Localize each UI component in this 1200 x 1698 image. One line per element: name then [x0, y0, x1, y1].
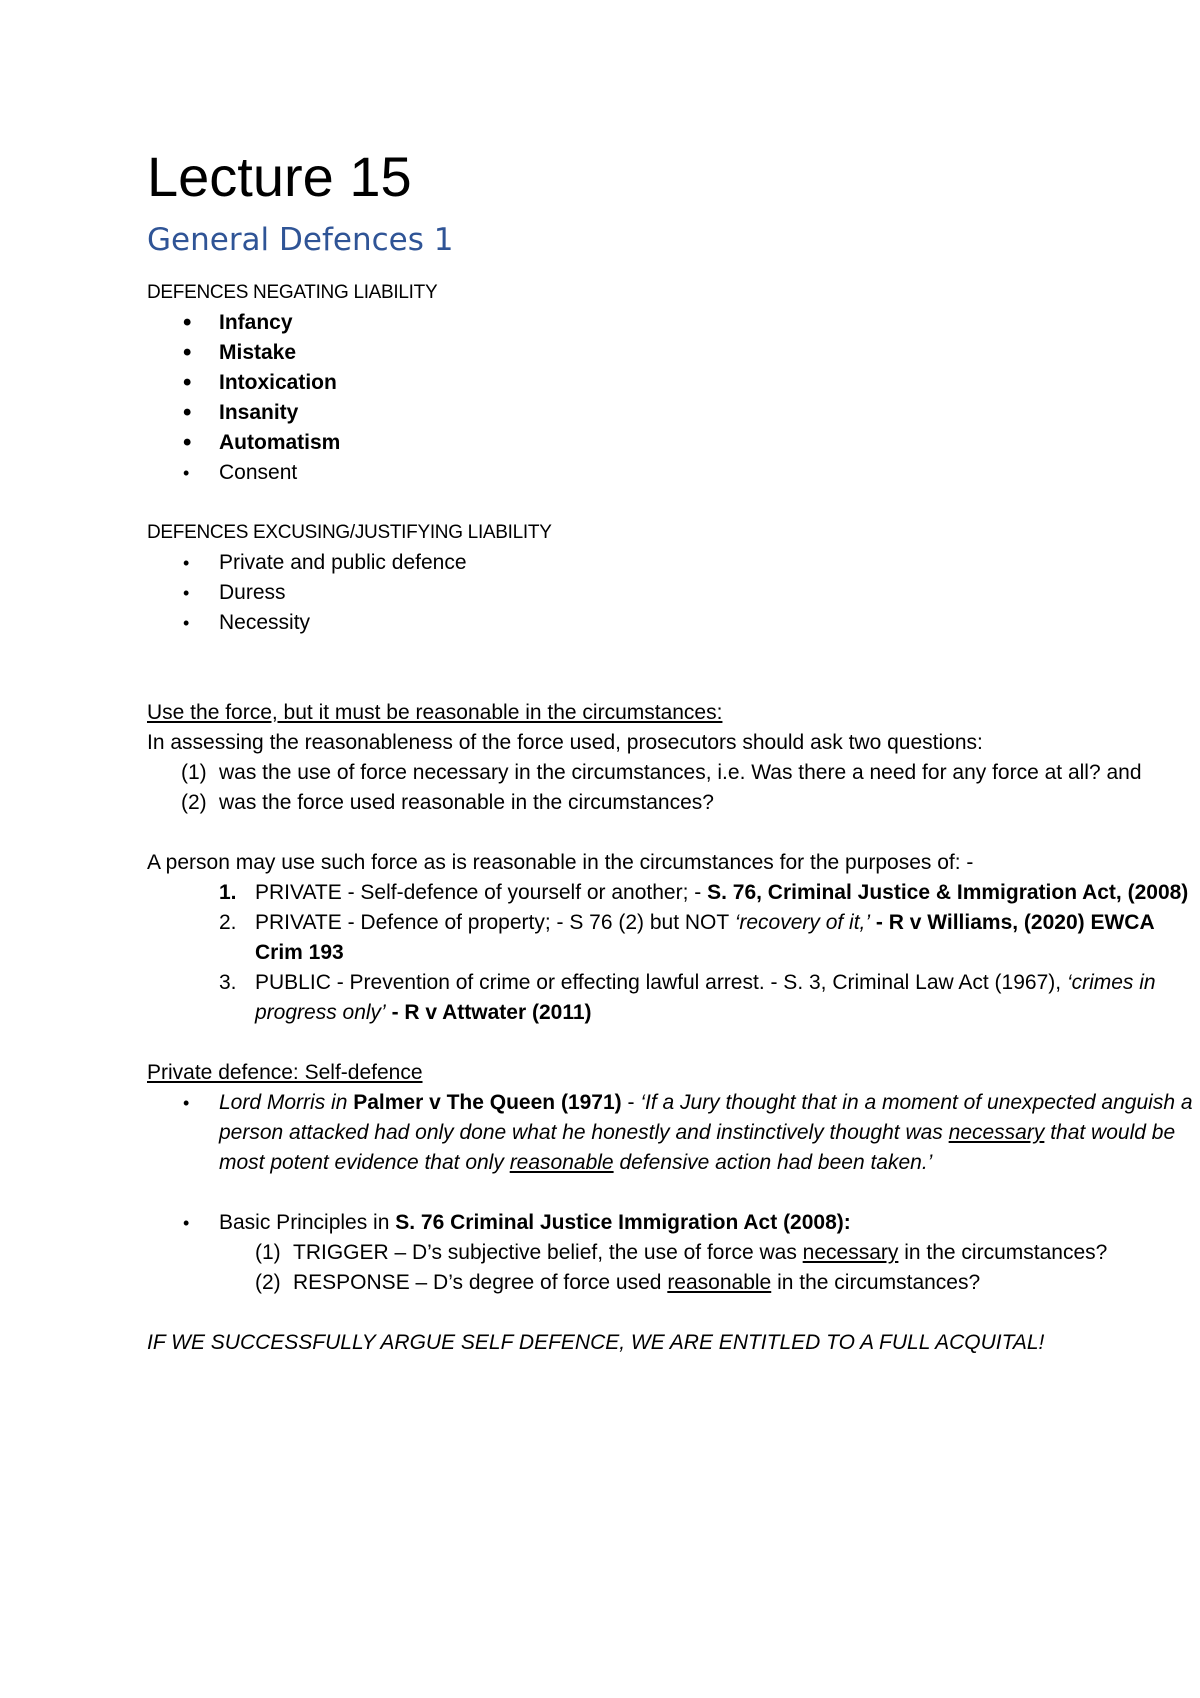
section-negating	[147, 278, 1200, 1358]
case-reference: Palmer v The Queen (1971)	[353, 1091, 622, 1114]
list-item: • Necessity	[147, 608, 1200, 638]
list-item	[147, 1238, 1200, 1268]
principles-sublist	[147, 1238, 1200, 1298]
item-number: 1.	[219, 881, 237, 904]
quote-text: ‘If a Jury thought that in a moment of unexpected anguish a person attacked had only done what he honestly and instinctively thought was	[219, 1091, 1193, 1144]
self-defence-heading: Private defence: Self-defence	[147, 1061, 423, 1084]
purposes-list	[147, 878, 1200, 1028]
force-heading: Use the force, but it must be reasonable in the circumstances:	[147, 701, 723, 724]
separator: -	[621, 1091, 641, 1114]
list-item	[147, 788, 1200, 818]
item-text: in the circumstances?	[898, 1241, 1108, 1264]
list-item: • Automatism	[147, 428, 1200, 458]
section-heading-negating: DEFENCES NEGATING LIABILITY	[147, 282, 438, 303]
case-reference: R v Williams, (2020) EWCA Crim 193	[255, 911, 1154, 964]
list-item	[147, 878, 1200, 908]
item-text: Basic Principles in	[219, 1211, 396, 1234]
case-reference: R v Attwater (2011)	[404, 1001, 592, 1024]
negating-list	[147, 308, 1200, 488]
item-number: 3.	[219, 971, 237, 994]
basic-principles-list	[147, 1208, 1200, 1238]
emphasis-reasonable: reasonable	[667, 1271, 772, 1294]
item-number: 2.	[219, 911, 237, 934]
section-heading-excusing: DEFENCES EXCUSING/JUSTIFYING LIABILITY	[147, 522, 552, 543]
item-text: was the use of force necessary in the circumstances, i.e. Was there a need for any force at all? and	[219, 761, 1142, 784]
quote-text: defensive action had been taken.’	[613, 1151, 933, 1174]
item-text: PRIVATE - Defence of property; - S 76 (2) but NOT	[255, 911, 735, 934]
statute-reference: S. 76 Criminal Justice Immigration Act (2008):	[395, 1211, 851, 1234]
list-item	[147, 1268, 1200, 1298]
emphasis-reasonable: reasonable	[509, 1151, 614, 1174]
emphasis-necessary: necessary	[802, 1241, 899, 1264]
page-subtitle: General Defences 1	[147, 222, 454, 258]
item-text: Lord Morris in	[219, 1091, 354, 1114]
item-text: TRIGGER – D’s subjective belief, the use of force was	[293, 1241, 803, 1264]
list-item: • Mistake	[147, 338, 1200, 368]
conclusion-text: IF WE SUCCESSFULLY ARGUE SELF DEFENCE, WE ARE ENTITLED TO A FULL ACQUITAL!	[147, 1331, 1045, 1354]
list-item	[147, 758, 1200, 788]
excusing-list	[147, 548, 1200, 638]
list-item: • Insanity	[147, 398, 1200, 428]
self-defence-list	[147, 1088, 1200, 1178]
item-number: (2)	[181, 791, 207, 814]
separator: -	[385, 1001, 405, 1024]
list-item: • Duress	[147, 578, 1200, 608]
list-item	[147, 1088, 1200, 1178]
emphasis-necessary: necessary	[948, 1121, 1045, 1144]
quote-text: ‘crimes in progress only’	[255, 971, 1156, 1024]
quote-text: ‘recovery of it,’	[734, 911, 871, 934]
item-text: was the force used reasonable in the circumstances?	[219, 791, 714, 814]
item-text: RESPONSE – D’s degree of force used	[293, 1271, 668, 1294]
item-number: (1)	[255, 1241, 281, 1264]
list-item: • Intoxication	[147, 368, 1200, 398]
force-intro: In assessing the reasonableness of the force used, prosecutors should ask two questions:	[147, 731, 983, 754]
item-text: in the circumstances?	[771, 1271, 981, 1294]
item-number: (2)	[255, 1271, 281, 1294]
item-number: (1)	[181, 761, 207, 784]
separator: -	[870, 911, 889, 934]
list-item	[147, 1208, 1200, 1238]
item-text: PUBLIC - Prevention of crime or effecting lawful arrest. - S. 3, Criminal Law Act (1967),	[255, 971, 1067, 994]
page-title: Lecture 15	[147, 145, 412, 208]
list-item	[147, 908, 1200, 968]
list-item: • Consent	[147, 458, 1200, 488]
force-questions	[147, 758, 1200, 818]
statute-reference: S. 76, Criminal Justice & Immigration Act, (2008)	[707, 881, 1189, 904]
list-item: • Infancy	[147, 308, 1200, 338]
list-item: • Private and public defence	[147, 548, 1200, 578]
purposes-intro: A person may use such force as is reasonable in the circumstances for the purposes of: -	[147, 851, 974, 874]
item-text: PRIVATE - Self-defence of yourself or another; -	[255, 881, 708, 904]
quote-text: that would be most potent evidence that only	[219, 1121, 1176, 1174]
list-item	[147, 968, 1200, 1028]
